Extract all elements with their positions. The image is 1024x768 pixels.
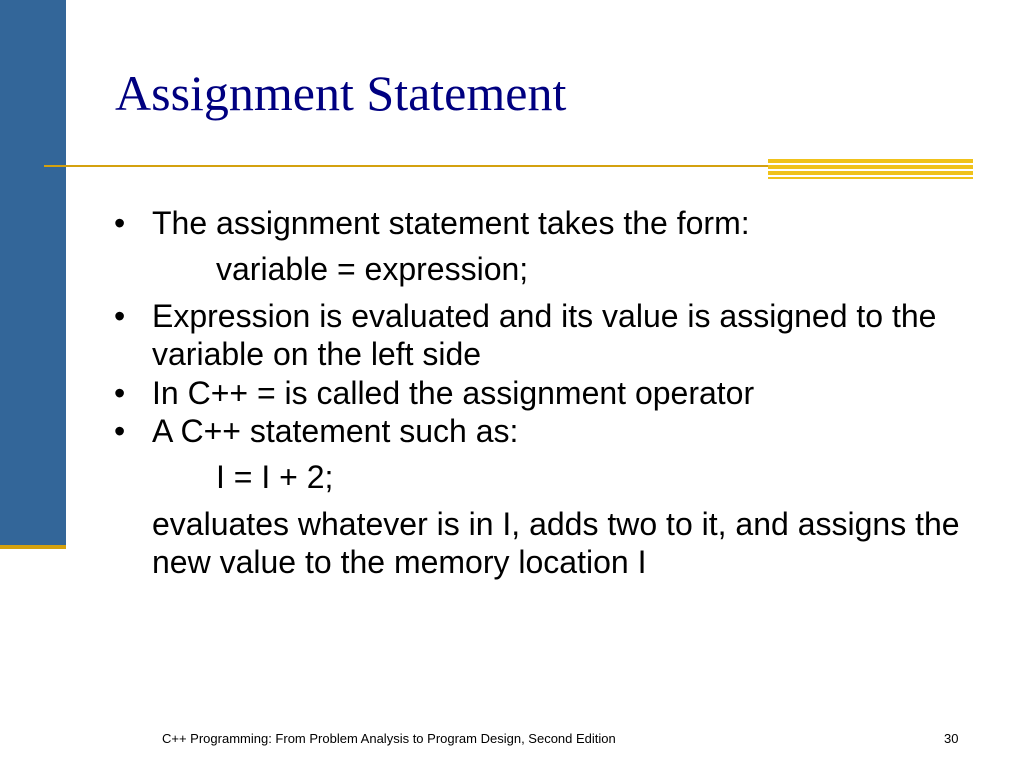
footer-page-number: 30: [944, 731, 959, 746]
bullet-item: [112, 374, 1002, 412]
title-divider-accent: [768, 159, 973, 179]
bullet-icon: •: [114, 374, 126, 411]
code-example: variable = expression;: [216, 251, 529, 288]
left-accent-bar-underline: [0, 545, 66, 549]
bullet-text: Expression is evaluated and its value is assigned to the variable on the left side: [152, 297, 937, 373]
explanation-text: evaluates whatever is in I, adds two to it, and assigns the new value to the memory location I: [152, 505, 960, 581]
slide-body: [112, 204, 1002, 582]
bullet-icon: •: [114, 297, 126, 334]
bullet-item: [112, 297, 1002, 374]
bullet-icon: •: [114, 205, 126, 241]
left-accent-bar: [0, 0, 66, 545]
bullet-text: In C++ = is called the assignment operator: [152, 374, 755, 411]
bullet-item: [112, 204, 1002, 242]
slide-title: Assignment Statement: [115, 65, 567, 121]
code-example: I = I + 2;: [216, 459, 334, 496]
bullet-icon: •: [114, 412, 126, 449]
bullet-text: A C++ statement such as:: [152, 412, 519, 449]
bullet-text: The assignment statement takes the form:: [152, 205, 750, 241]
footer-book-title: C++ Programming: From Problem Analysis to Program Design, Second Edition: [162, 731, 616, 746]
title-divider: [44, 165, 772, 167]
bullet-item: [112, 412, 1002, 450]
